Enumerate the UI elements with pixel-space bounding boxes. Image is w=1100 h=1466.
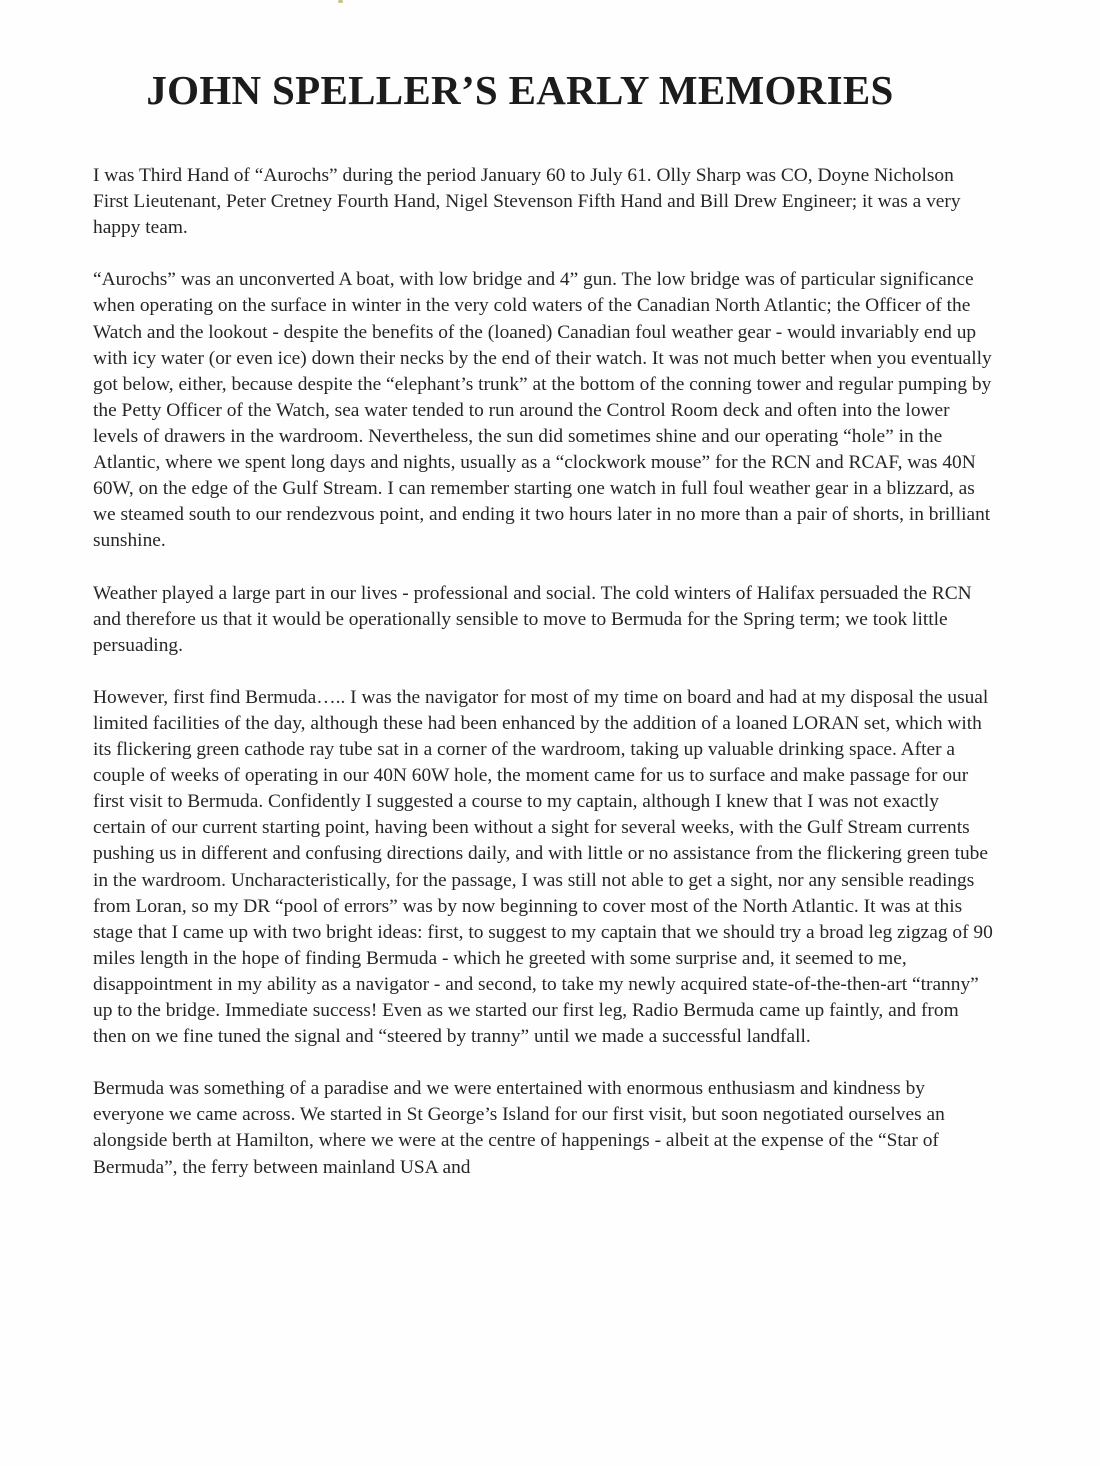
paragraph-weather: Weather played a large part in our lives - professional and social. The cold winters of Halifax persuaded the RCN and therefore us that it would be operationally sensible to move to Bermuda for the Spring term; we took little persuading. <box>93 582 972 656</box>
paragraph-aurochs-boat: “Aurochs” was an unconverted A boat, with low bridge and 4” gun. The low bridge was of particular significance when operating on the surface in winter in the very cold waters of the Canadian North Atlantic; the Officer of the Watch and the lookout - despite the benefits of the (loaned) Canadian foul weather gear - would invariably end up with icy water (or even ice) down their necks by the end of their watch. It was not much better when you eventually got below, either, because despite the “elephant’s trunk” at the bottom of the conning tower and regular pumping by the Petty Officer of the Watch, sea water tended to run around the Control Room deck and often into the lower levels of drawers in the wardroom. Nevertheless, the sun did sometimes shine and our operating “hole” in the Atlantic, where we spent long days and nights, usually as a “clockwork mouse” for the RCN and RCAF, was 40N 60W, on the edge of the Gulf Stream. I can remember starting one watch in full foul weather gear in a blizzard, as we steamed south to our rendezvous point, and ending it two hours later in no more than a pair of shorts, in brilliant sunshine. <box>93 269 992 552</box>
paragraph-bermuda-paradise: Bermuda was something of a paradise and we were entertained with enormous enthusiasm and kindness by everyone we came across. We started in St George’s Island for our first visit, but soon negotiated ourselves an alongside berth at Hamilton, where we were at the centre of happenings - albeit at the expense of the “Star of Bermuda”, the ferry between mainland USA and <box>93 1078 945 1178</box>
page-title: JOHN SPELLER’S EARLY MEMORIES <box>146 67 894 113</box>
paragraph-find-bermuda: However, first find Bermuda….. I was the navigator for most of my time on board and had at my disposal the usual limited facilities of the day, although these had been enhanced by the addition of a loaned LORAN set, which with its flickering green cathode ray tube sat in a corner of the wardroom, taking up valuable drinking space. After a couple of weeks of operating in our 40N 60W hole, the moment came for us to surface and make passage for our first visit to Bermuda. Confidently I suggested a course to my captain, although I knew that I was not exactly certain of our current starting point, having been without a sight for several weeks, with the Gulf Stream currents pushing us in different and confusing directions daily, and with little or no assistance from the flickering green tube in the wardroom. Uncharacteristically, for the passage, I was still not able to get a sight, nor any sensible readings from Loran, so my DR “pool of errors” was by now beginning to cover most of the North Atlantic. It was at this stage that I came up with two bright ideas: first, to suggest to my captain that we should try a broad leg zigzag of 90 miles length in the hope of finding Bermuda - which he greeted with some surprise and, it seemed to me, disappointment in my ability as a navigator - and second, to take my newly acquired state-of-the-then-art “tranny” up to the bridge. Immediate success! Even as we started our first leg, Radio Bermuda came up faintly, and from then on we fine tuned the signal and “steered by tranny” until we made a successful landfall. <box>93 686 993 1048</box>
paragraph-crew: I was Third Hand of “Aurochs” during the period January 60 to July 61. Olly Sharp was CO, Doyne Nicholson First Lieutenant, Peter Cretney Fourth Hand, Nigel Stevenson Fifth Hand and Bill Drew Engineer; it was a very happy team. <box>93 165 961 239</box>
body-text <box>93 163 993 1181</box>
scan-speck <box>338 0 343 3</box>
